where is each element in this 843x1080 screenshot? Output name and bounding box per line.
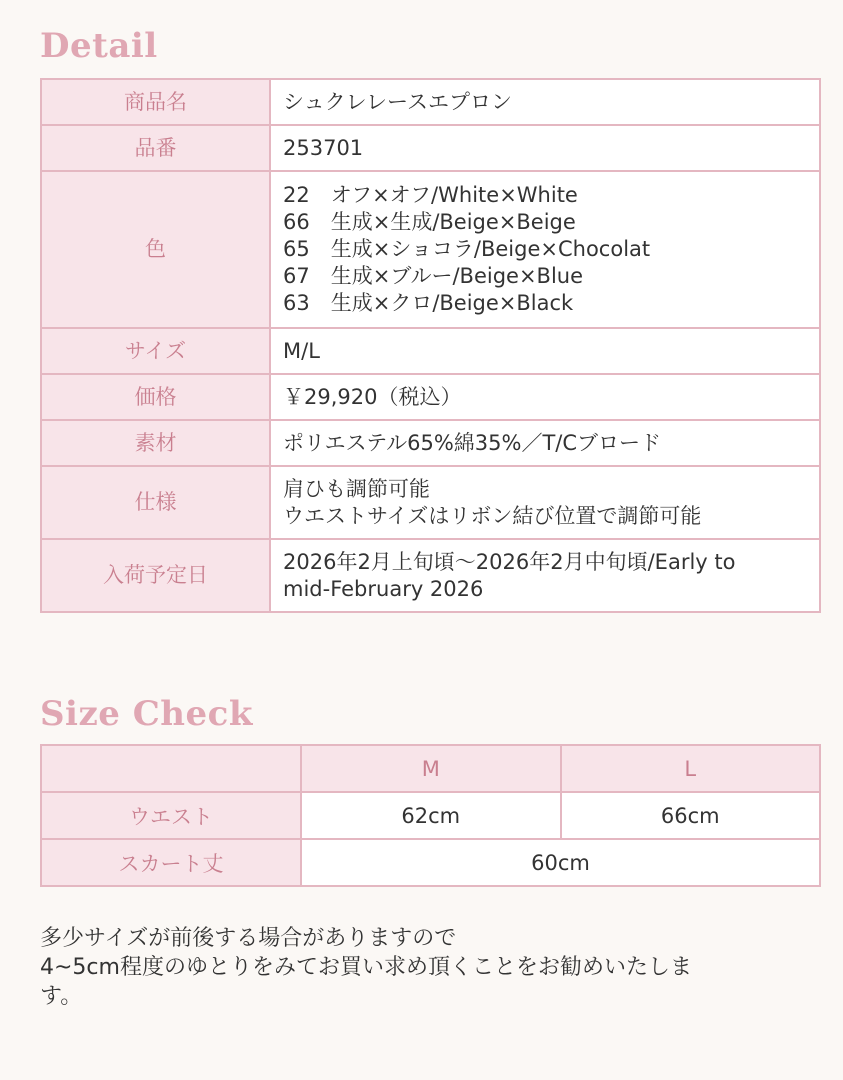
spec-line: 肩ひも調節可能	[283, 476, 430, 501]
label-price: 価格	[41, 374, 270, 420]
note-line: 多少サイズが前後する場合がありますので	[40, 926, 457, 951]
label-arrival-date: 入荷予定日	[41, 539, 270, 612]
detail-row-number	[41, 125, 820, 171]
label-spec: 仕様	[41, 466, 270, 539]
size-header-row	[41, 745, 820, 792]
detail-row-arrival	[41, 539, 820, 612]
color-option: 22 オフ×オフ/White×White	[283, 183, 578, 207]
color-option: 65 生成×ショコラ/Beige×Chocolat	[283, 237, 651, 261]
detail-title: Detail	[40, 26, 158, 66]
size-note	[40, 924, 825, 1011]
label-size: サイズ	[41, 328, 270, 374]
color-option: 67 生成×ブルー/Beige×Blue	[283, 264, 584, 288]
color-option: 63 生成×クロ/Beige×Black	[283, 291, 574, 315]
detail-row-material	[41, 420, 820, 466]
label-product-number: 品番	[41, 125, 270, 171]
size-row-skirt-length	[41, 839, 820, 886]
detail-table	[40, 78, 821, 613]
value-color-list	[270, 171, 820, 328]
color-option: 66 生成×生成/Beige×Beige	[283, 210, 576, 234]
value-product-name: シュクレレースエプロン	[270, 79, 820, 125]
detail-row-color	[41, 171, 820, 328]
detail-row-name	[41, 79, 820, 125]
value-product-number: 253701	[270, 125, 820, 171]
size-row-waist	[41, 792, 820, 839]
value-size: M/L	[270, 328, 820, 374]
value-material: ポリエステル65%綿35%／T/Cブロード	[270, 420, 820, 466]
value-arrival-date	[270, 539, 820, 612]
label-color: 色	[41, 171, 270, 328]
waist-m: 62cm	[301, 792, 561, 839]
skirt-length-value: 60cm	[301, 839, 820, 886]
note-line: 4~5cm程度のゆとりをみてお買い求め頂くことをお勧めいたしま	[40, 955, 692, 980]
detail-row-spec	[41, 466, 820, 539]
note-line: す。	[40, 984, 83, 1009]
size-header-l: L	[561, 745, 821, 792]
arrival-line: 2026年2月上旬頃～2026年2月中旬頃/Early to	[283, 549, 736, 574]
waist-l: 66cm	[561, 792, 821, 839]
size-header-blank	[41, 745, 301, 792]
label-material: 素材	[41, 420, 270, 466]
spec-line: ウエストサイズはリボン結び位置で調節可能	[283, 503, 702, 528]
arrival-line: mid-February 2026	[283, 576, 484, 601]
label-skirt-length: スカート丈	[41, 839, 301, 886]
label-waist: ウエスト	[41, 792, 301, 839]
label-product-name: 商品名	[41, 79, 270, 125]
detail-row-size	[41, 328, 820, 374]
detail-row-price	[41, 374, 820, 420]
value-price: ￥29,920（税込）	[270, 374, 820, 420]
size-check-table	[40, 744, 821, 887]
size-check-title: Size Check	[40, 694, 253, 734]
value-spec	[270, 466, 820, 539]
size-header-m: M	[301, 745, 561, 792]
